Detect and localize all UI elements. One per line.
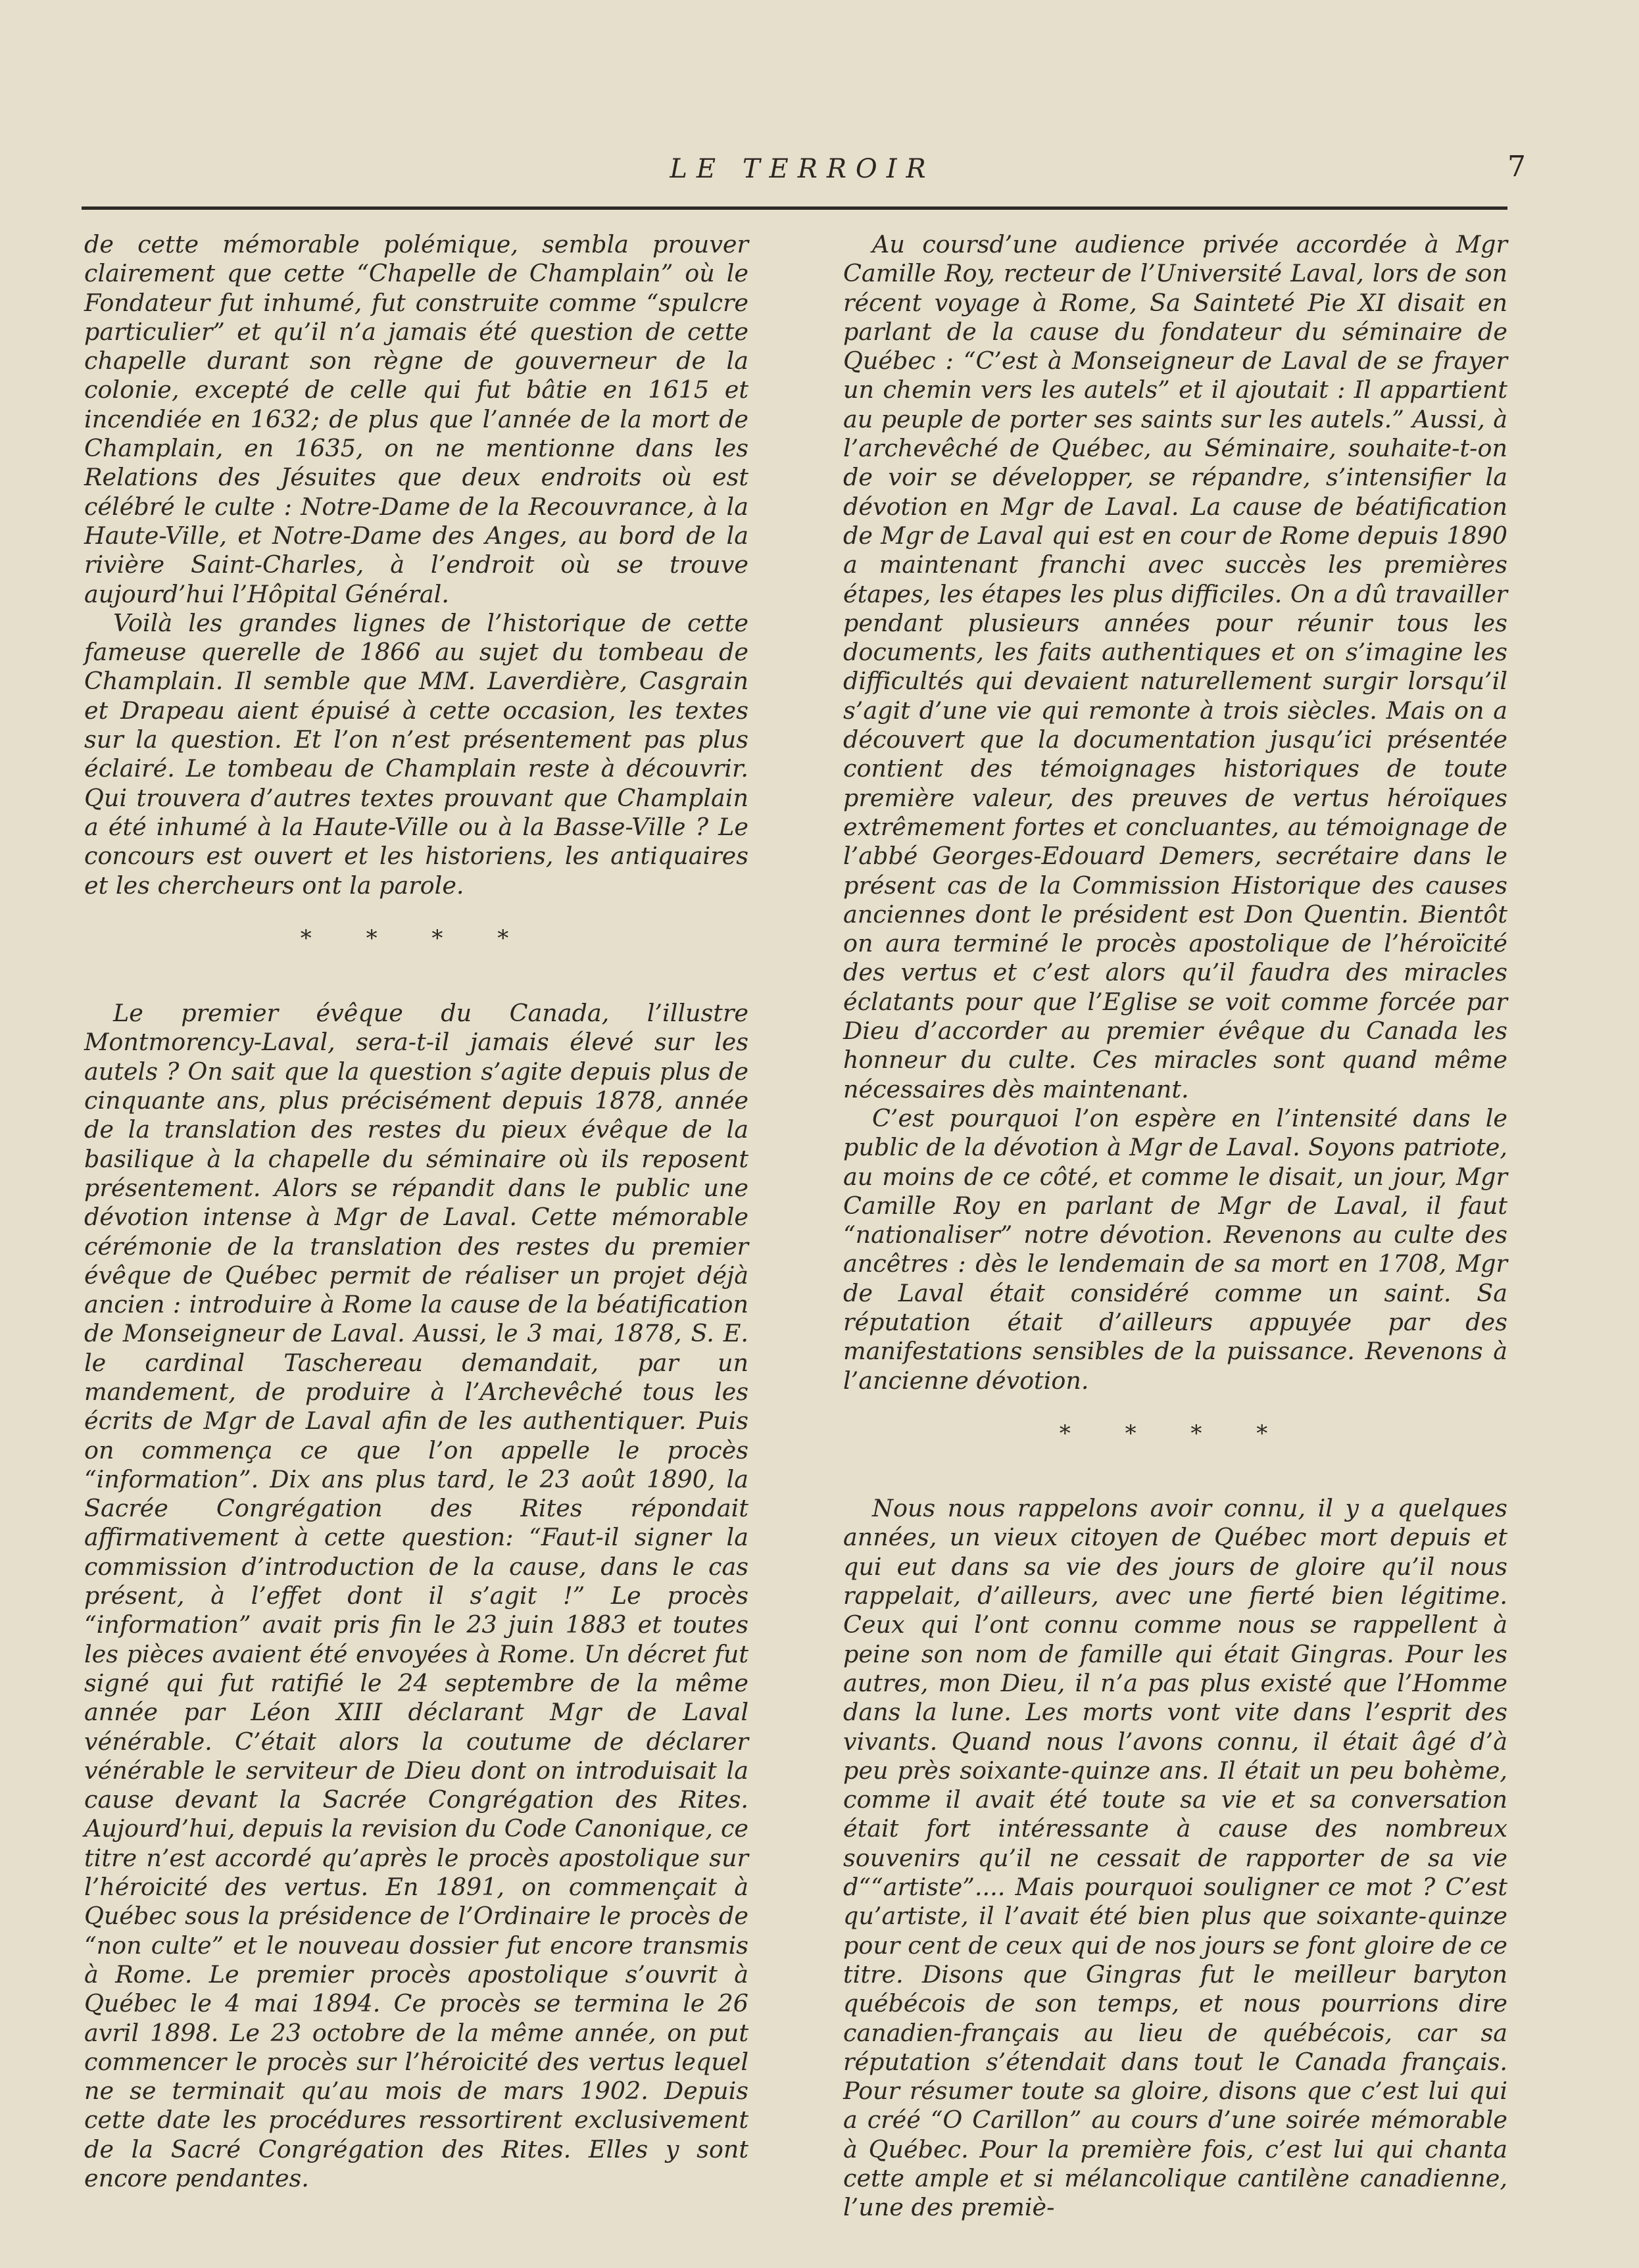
- left-column: [84, 230, 748, 2193]
- right-paragraph-1: Au coursd’une audience privée accordée à Mgr Camille Roy, recteur de l’Université Laval, lors de son récent voyage à Rome, Sa Sainteté Pie XI disait en parlant de la cause du fondateur du séminaire de Québec : “C’est à Monseigneur de Laval de se frayer un chemin vers les autels” et il ajoutait : Il appartient au peuple de porter ses saints sur les autels.” Aussi, à l’archevêché de Québec, au Séminaire, souhaite-t-on de voir se développer, se répandre, s’intensifier la dévotion en Mgr de Laval. La cause de béatification de Mgr de Laval qui est en cour de Rome depuis 1890 a maintenant franchi avec succès les premières étapes, les étapes les plus difficiles. On a dû travailler pendant plusieurs années pour réunir tous les documents, les faits authentiques et on s’imagine les difficultés qui devaient naturellement surgir lorsqu’il s’agit d’une vie qui remonte à trois siècles. Mais on a découvert que la documentation jusqu’ici présentée contient des témoignages historiques de toute première valeur, des preuves de vertus héroïques extrêmement fortes et concluantes, au témoignage de l’abbé Georges-Edouard Demers, secrétaire dans le présent cas de la Commission Historique des causes anciennes dont le président est Don Quentin. Bientôt on aura terminé le procès apostolique de l’héroïcité des vertus et c’est alors qu’il faudra des miracles éclatants pour que l’Eglise se voit comme forcée par Dieu d’accorder au premier évêque du Canada les honneur du culte. Ces miracles sont quand même nécessaires dès maintenant.: [843, 230, 1507, 1103]
- left-paragraph-3: Le premier évêque du Canada, l’illustre Montmorency-Laval, sera-t-il jamais élevé sur les autels ? On sait que la question s’agite depuis plus de cinquante ans, plus précisément depuis 1878, année de la translation des restes du pieux évêque de la basilique à la chapelle du séminaire où ils reposent présentement. Alors se répandit dans le public une dévotion intense à Mgr de Laval. Cette mémorable cérémonie de la translation des restes du premier évêque de Québec permit de réaliser un projet déjà ancien : introduire à Rome la cause de la béatification de Monseigneur de Laval. Aussi, le 3 mai, 1878, S. E. le cardinal Taschereau demandait, par un mandement, de produire à l’Archevêché tous les écrits de Mgr de Laval afin de les authentiquer. Puis on commença ce que l’on appelle le procès “information”. Dix ans plus tard, le 23 août 1890, la Sacrée Congrégation des Rites répondait affirmativement à cette question: “Faut-il signer la commission d’introduction de la cause, dans le cas présent, à l’effet dont il s’agit !” Le procès “information” avait pris fin le 23 juin 1883 et toutes les pièces avaient été envoyées à Rome. Un décret fut signé qui fut ratifié le 24 septembre de la même année par Léon XIII déclarant Mgr de Laval vénérable. C’était alors la coutume de déclarer vénérable le serviteur de Dieu dont on introduisait la cause devant la Sacrée Congrégation des Rites. Aujourd’hui, depuis la revision du Code Canonique, ce titre n’est accordé qu’après le procès apostolique sur l’héroicité des vertus. En 1891, on commençait à Québec sous la présidence de l’Ordinaire le procès de “non culte” et le nouveau dossier fut encore transmis à Rome. Le premier procès apostolique s’ouvrit à Québec le 4 mai 1894. Ce procès se termina le 26 avril 1898. Le 23 octobre de la même année, on put commencer le procès sur l’héroicité des vertus lequel ne se terminait qu’au mois de mars 1902. Depuis cette date les procédures ressortirent exclusivement de la Sacré Congrégation des Rites. Elles y sont encore pendantes.: [84, 999, 748, 2192]
- page-header: [79, 150, 1526, 189]
- running-title: LE TERROIR: [670, 154, 935, 184]
- header-rule: [82, 206, 1507, 210]
- section-separator: * * * *: [300, 925, 533, 952]
- left-paragraph-2: Voilà les grandes lignes de l’historique de cette fameuse querelle de 1866 au sujet du tombeau de Champlain. Il semble que MM. Laverdière, Casgrain et Drapeau aient épuisé à cette occasion, les textes sur la question. Et l’on n’est présentement pas plus éclairé. Le tombeau de Champlain reste à découvrir. Qui trouvera d’autres textes prouvant que Champlain a été inhumé à la Haute-Ville ou à la Basse-Ville ? Le concours est ouvert et les historiens, les antiquaires et les chercheurs ont la parole.: [84, 608, 748, 900]
- page-number: 7: [1507, 150, 1526, 183]
- right-paragraph-3: Nous nous rappelons avoir connu, il y a quelques années, un vieux citoyen de Québec mort depuis et qui eut dans sa vie des jours de gloire qu’il nous rappelait, d’ailleurs, avec une fierté bien légitime. Ceux qui l’ont connu comme nous se rappellent à peine son nom de famille qui était Gingras. Pour les autres, mon Dieu, il n’a pas plus existé que l’Homme dans la lune. Les morts vont vite dans l’esprit des vivants. Quand nous l’avons connu, il était âgé d’à peu près soixante-quinze ans. Il était un peu bohème, comme il avait été toute sa vie et sa conversation était fort intéressante à cause des nombreux souvenirs qu’il ne cessait de rapporter de sa vie d““artiste”.... Mais pourquoi souligner ce mot ? C’est qu’artiste, il l’avait été bien plus que soixante-quinze pour cent de ceux qui de nos jours se font gloire de ce titre. Disons que Gingras fut le meilleur baryton québécois de son temps, et nous pourrions dire canadien-français au lieu de québécois, car sa réputation s’étendait dans tout le Canada français. Pour résumer toute sa gloire, disons que c’est lui qui a créé “O Carillon” au cours d’une soirée mémorable à Québec. Pour la première fois, c’est lui qui chanta cette ample et si mélancolique cantilène canadienne, l’une des premiè-: [843, 1494, 1507, 2222]
- section-separator: * * * *: [1059, 1420, 1292, 1447]
- left-paragraph-1: de cette mémorable polémique, sembla prouver clairement que cette “Chapelle de Champlain” où le Fondateur fut inhumé, fut construite comme “spulcre particulier” et qu’il n’a jamais été question de cette chapelle durant son règne de gouverneur de la colonie, excepté de celle qui fut bâtie en 1615 et incendiée en 1632; de plus que l’année de la mort de Champlain, en 1635, on ne mentionne dans les Relations des Jésuites que deux endroits où est célébré le culte : Notre-Dame de la Recouvrance, à la Haute-Ville, et Notre-Dame des Anges, au bord de la rivière Saint-Charles, à l’endroit où se trouve aujourd’hui l’Hôpital Général.: [84, 230, 748, 608]
- right-paragraph-2: C’est pourquoi l’on espère en l’intensité dans le public de la dévotion à Mgr de Laval. Soyons patriote, au moins de ce côté, et comme le disait, un jour, Mgr Camille Roy en parlant de Mgr de Laval, il faut “nationaliser” notre dévotion. Revenons au culte des ancêtres : dès le lendemain de sa mort en 1708, Mgr de Laval était considéré comme un saint. Sa réputation était d’ailleurs appuyée par des manifestations sensibles de la puissance. Revenons à l’ancienne dévotion.: [843, 1103, 1507, 1395]
- right-column: [843, 230, 1507, 2223]
